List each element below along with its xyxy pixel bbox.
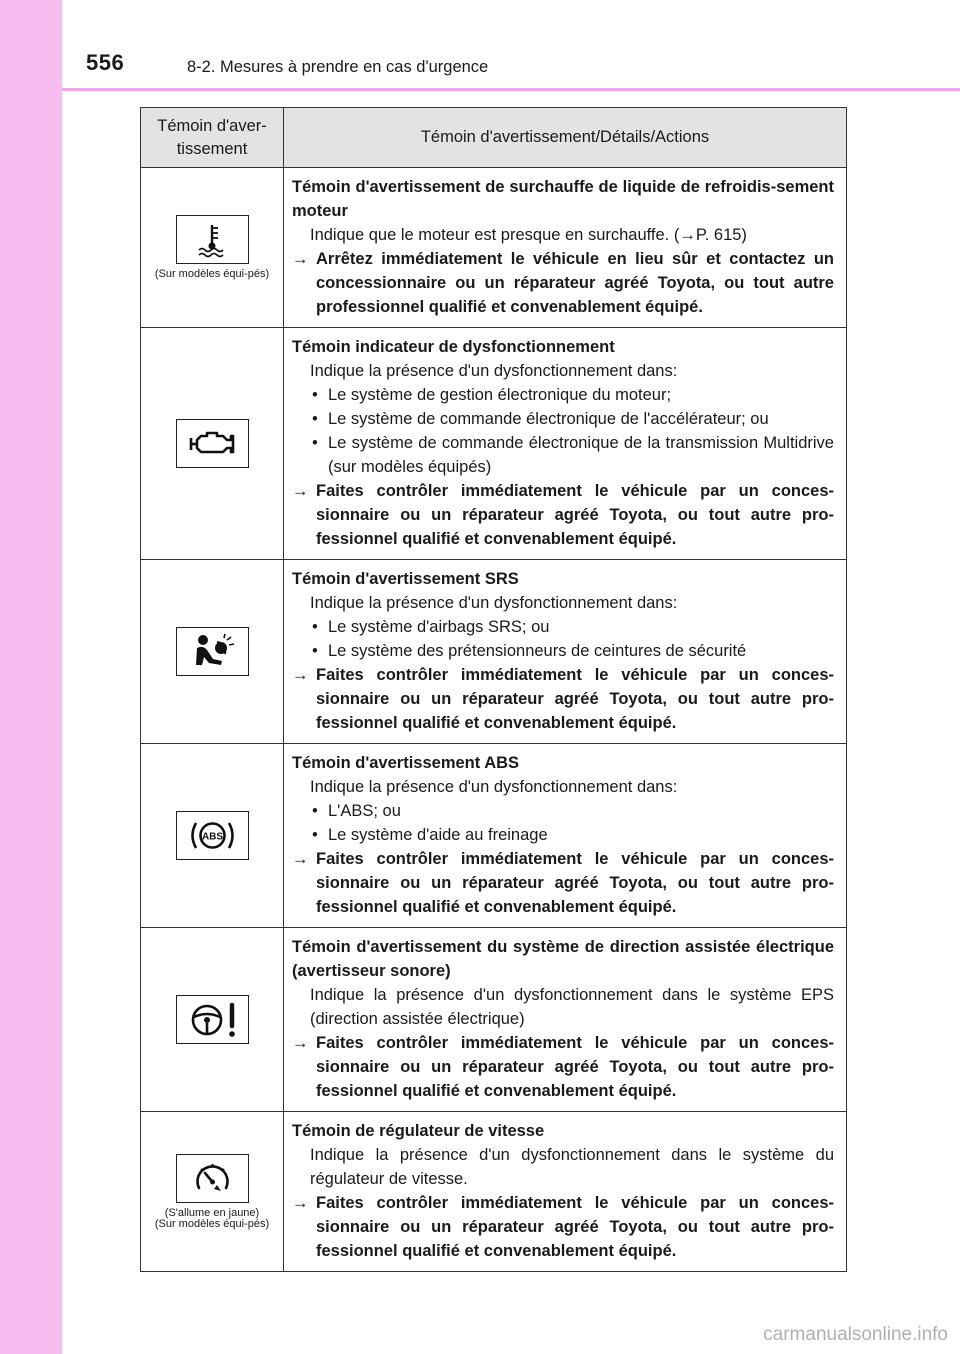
side-color-strip [0, 0, 62, 1354]
check-engine-icon [176, 419, 249, 468]
icon-note: (S'allume en jaune) (Sur modèles équi-pés) [154, 1206, 270, 1230]
table-row [141, 328, 847, 560]
arrow-right-icon: → [292, 1194, 309, 1212]
warning-lights-table [140, 107, 847, 1272]
icon-cell [141, 328, 284, 560]
bullet-text: Le système d'airbags SRS; ou [328, 618, 550, 636]
list-item: • Le système d'airbags SRS; ou [312, 618, 550, 636]
description-cell [284, 744, 847, 928]
warning-title: Témoin indicateur de dysfonctionnement [292, 338, 615, 356]
list-item: • Le système de commande électronique de la transmission Multidrive (sur modèles équipés) [312, 434, 834, 476]
warning-action [292, 847, 834, 919]
warning-title: Témoin d'avertissement du système de direction assistée électrique (avertisseur sonore) [292, 938, 834, 980]
action-text: Faites contrôler immédiatement le véhicule par un conces-sionnaire ou un réparateur agréé Toyota, ou tout autre pro-fessionnel qualifié et convenablement équipé. [316, 482, 834, 548]
list-item: • Le système de gestion électronique du moteur; [312, 386, 672, 404]
table-row [141, 744, 847, 928]
cruise-control-icon [176, 1154, 249, 1203]
list-item: • Le système des prétensionneurs de ceintures de sécurité [312, 642, 747, 660]
warning-action [292, 247, 834, 319]
bullet-text: Le système de commande électronique de la transmission Multidrive (sur modèles équipés) [328, 434, 834, 476]
power-steering-icon [176, 995, 249, 1044]
icon-cell [141, 1112, 284, 1272]
action-text: Faites contrôler immédiatement le véhicule par un conces-sionnaire ou un réparateur agréé Toyota, ou tout autre pro-fessionnel qualifié et convenablement équipé. [316, 666, 834, 732]
warning-action [292, 479, 834, 551]
abs-icon [176, 811, 249, 860]
warning-title: Témoin d'avertissement ABS [292, 754, 520, 772]
arrow-right-icon: → [292, 666, 309, 684]
icon-note: (Sur modèles équi-pés) [154, 268, 270, 280]
action-text: Faites contrôler immédiatement le véhicule par un conces-sionnaire ou un réparateur agréé Toyota, ou tout autre pro-fessionnel qualifié et convenablement équipé. [316, 1194, 834, 1260]
warning-action [292, 663, 834, 735]
description-cell [284, 1112, 847, 1272]
warning-description: Indique la présence d'un dysfonctionnement dans: [310, 778, 678, 796]
warning-action [292, 1191, 834, 1263]
table-header-row [141, 108, 847, 168]
header-description-column: Témoin d'avertissement/Détails/Actions [284, 108, 847, 168]
warning-title: Témoin d'avertissement de surchauffe de liquide de refroidis-sement moteur [292, 178, 834, 220]
arrow-right-icon: → [292, 250, 309, 268]
watermark-text: carmanualsonline.info [763, 1324, 948, 1345]
table-row [141, 560, 847, 744]
bullet-text: Le système de commande électronique de l'accélérateur; ou [328, 410, 769, 428]
action-text: Arrêtez immédiatement le véhicule en lieu sûr et contactez un concessionnaire ou un réparateur agréé Toyota, ou tout autre professionnel qualifié et convenablement équipé. [316, 250, 834, 316]
header-rule [62, 88, 960, 91]
bullet-text: Le système d'aide au freinage [328, 826, 548, 844]
coolant-temperature-icon [176, 215, 249, 264]
list-item: • Le système d'aide au freinage [312, 826, 548, 844]
section-title: 8-2. Mesures à prendre en cas d'urgence [187, 58, 489, 76]
warning-description: Indique la présence d'un dysfonctionnement dans le système du régulateur de vitesse. [310, 1146, 834, 1188]
description-cell [284, 560, 847, 744]
warning-description: Indique la présence d'un dysfonctionnement dans: [310, 594, 678, 612]
icon-cell [141, 168, 284, 328]
warning-title: Témoin de régulateur de vitesse [292, 1122, 545, 1140]
arrow-right-icon: → [292, 482, 309, 500]
abs-icon-label: ABS [201, 831, 223, 843]
page-number: 556 [86, 50, 125, 75]
srs-airbag-icon [176, 627, 249, 676]
icon-cell [141, 560, 284, 744]
bullet-text: Le système des prétensionneurs de ceintures de sécurité [328, 642, 747, 660]
bullet-text: L'ABS; ou [328, 802, 401, 820]
warning-description: Indique la présence d'un dysfonctionnement dans: [310, 362, 678, 380]
description-cell [284, 328, 847, 560]
action-text: Faites contrôler immédiatement le véhicule par un conces-sionnaire ou un réparateur agréé Toyota, ou tout autre pro-fessionnel qualifié et convenablement équipé. [316, 1034, 834, 1100]
warning-description: Indique que le moteur est presque en surchauffe. (→P. 615) [310, 226, 747, 244]
header-icon-column: Témoin d'aver-tissement [141, 108, 284, 168]
table-row [141, 1112, 847, 1272]
description-cell [284, 928, 847, 1112]
warning-title: Témoin d'avertissement SRS [292, 570, 519, 588]
bullet-text: Le système de gestion électronique du moteur; [328, 386, 672, 404]
list-item: • L'ABS; ou [312, 802, 401, 820]
table-row [141, 168, 847, 328]
description-cell [284, 168, 847, 328]
icon-cell [141, 744, 284, 928]
action-text: Faites contrôler immédiatement le véhicule par un conces-sionnaire ou un réparateur agréé Toyota, ou tout autre pro-fessionnel qualifié et convenablement équipé. [316, 850, 834, 916]
warning-action [292, 1031, 834, 1103]
list-item: • Le système de commande électronique de l'accélérateur; ou [312, 410, 769, 428]
warning-description: Indique la présence d'un dysfonctionnement dans le système EPS (direction assistée électrique) [310, 986, 834, 1028]
icon-cell [141, 928, 284, 1112]
arrow-right-icon: → [292, 850, 309, 868]
arrow-right-icon: → [292, 1034, 309, 1052]
table-row [141, 928, 847, 1112]
